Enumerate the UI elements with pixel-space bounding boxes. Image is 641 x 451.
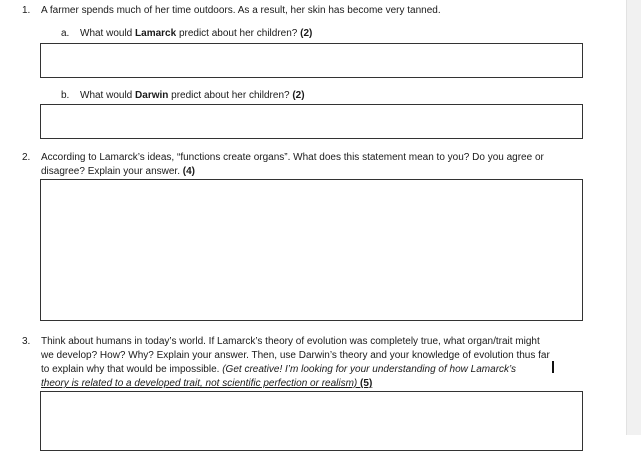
text-cursor [552, 361, 554, 373]
q1b-text-post: predict about her children? [168, 90, 293, 101]
q1b-prompt [80, 90, 305, 102]
q1a-text-pre: What would [80, 28, 136, 39]
q3-number: 3. [22, 336, 31, 347]
q1a-prompt [80, 28, 312, 40]
q3-line4-italic: theory is related to a developed trait, not scientific perfection or realism) [41, 378, 361, 389]
q1a-text-post: predict about her children? [176, 28, 301, 39]
q3-line3-text: to explain why that would be impossible. [41, 364, 223, 375]
q1b-marks: (2) [292, 90, 305, 101]
q3-line1: Think about humans in today’s world. If Lamarck’s theory of evolution was completely true, what organ/trait might [41, 336, 540, 347]
q2-line2 [41, 166, 195, 178]
q2-answer-box[interactable] [40, 179, 583, 321]
q2-line2-text: disagree? Explain your answer. [41, 166, 183, 177]
q1a-letter: a. [61, 28, 70, 39]
q3-line2: we develop? How? Why? Explain your answer. Then, use Darwin’s theory and your knowledge of evolution thus far [41, 350, 550, 361]
q1b-text-bold: Darwin [135, 90, 169, 101]
q3-line3-italic: (Get creative! I’m looking for your understanding of how Lamarck’s [222, 364, 517, 375]
q2-marks: (4) [182, 166, 195, 177]
q3-line4 [41, 378, 372, 390]
q1-number: 1. [22, 5, 31, 16]
q3-line3 [41, 364, 516, 376]
q1a-marks: (2) [300, 28, 313, 39]
q1a-text-bold: Lamarck [135, 28, 177, 39]
vertical-scrollbar[interactable] [626, 0, 641, 435]
q1b-answer-box[interactable] [40, 104, 583, 139]
q2-line1: According to Lamarck’s ideas, “functions create organs”. What does this statement mean to you? Do you agree or [41, 152, 544, 163]
q3-marks: (5) [360, 378, 373, 389]
q1b-text-pre: What would [80, 90, 136, 101]
q3-answer-box[interactable] [40, 391, 583, 451]
q1b-letter: b. [61, 90, 70, 101]
q1a-answer-box[interactable] [40, 43, 583, 78]
q1-prompt: A farmer spends much of her time outdoors. As a result, her skin has become very tanned. [41, 5, 441, 16]
q2-number: 2. [22, 152, 31, 163]
